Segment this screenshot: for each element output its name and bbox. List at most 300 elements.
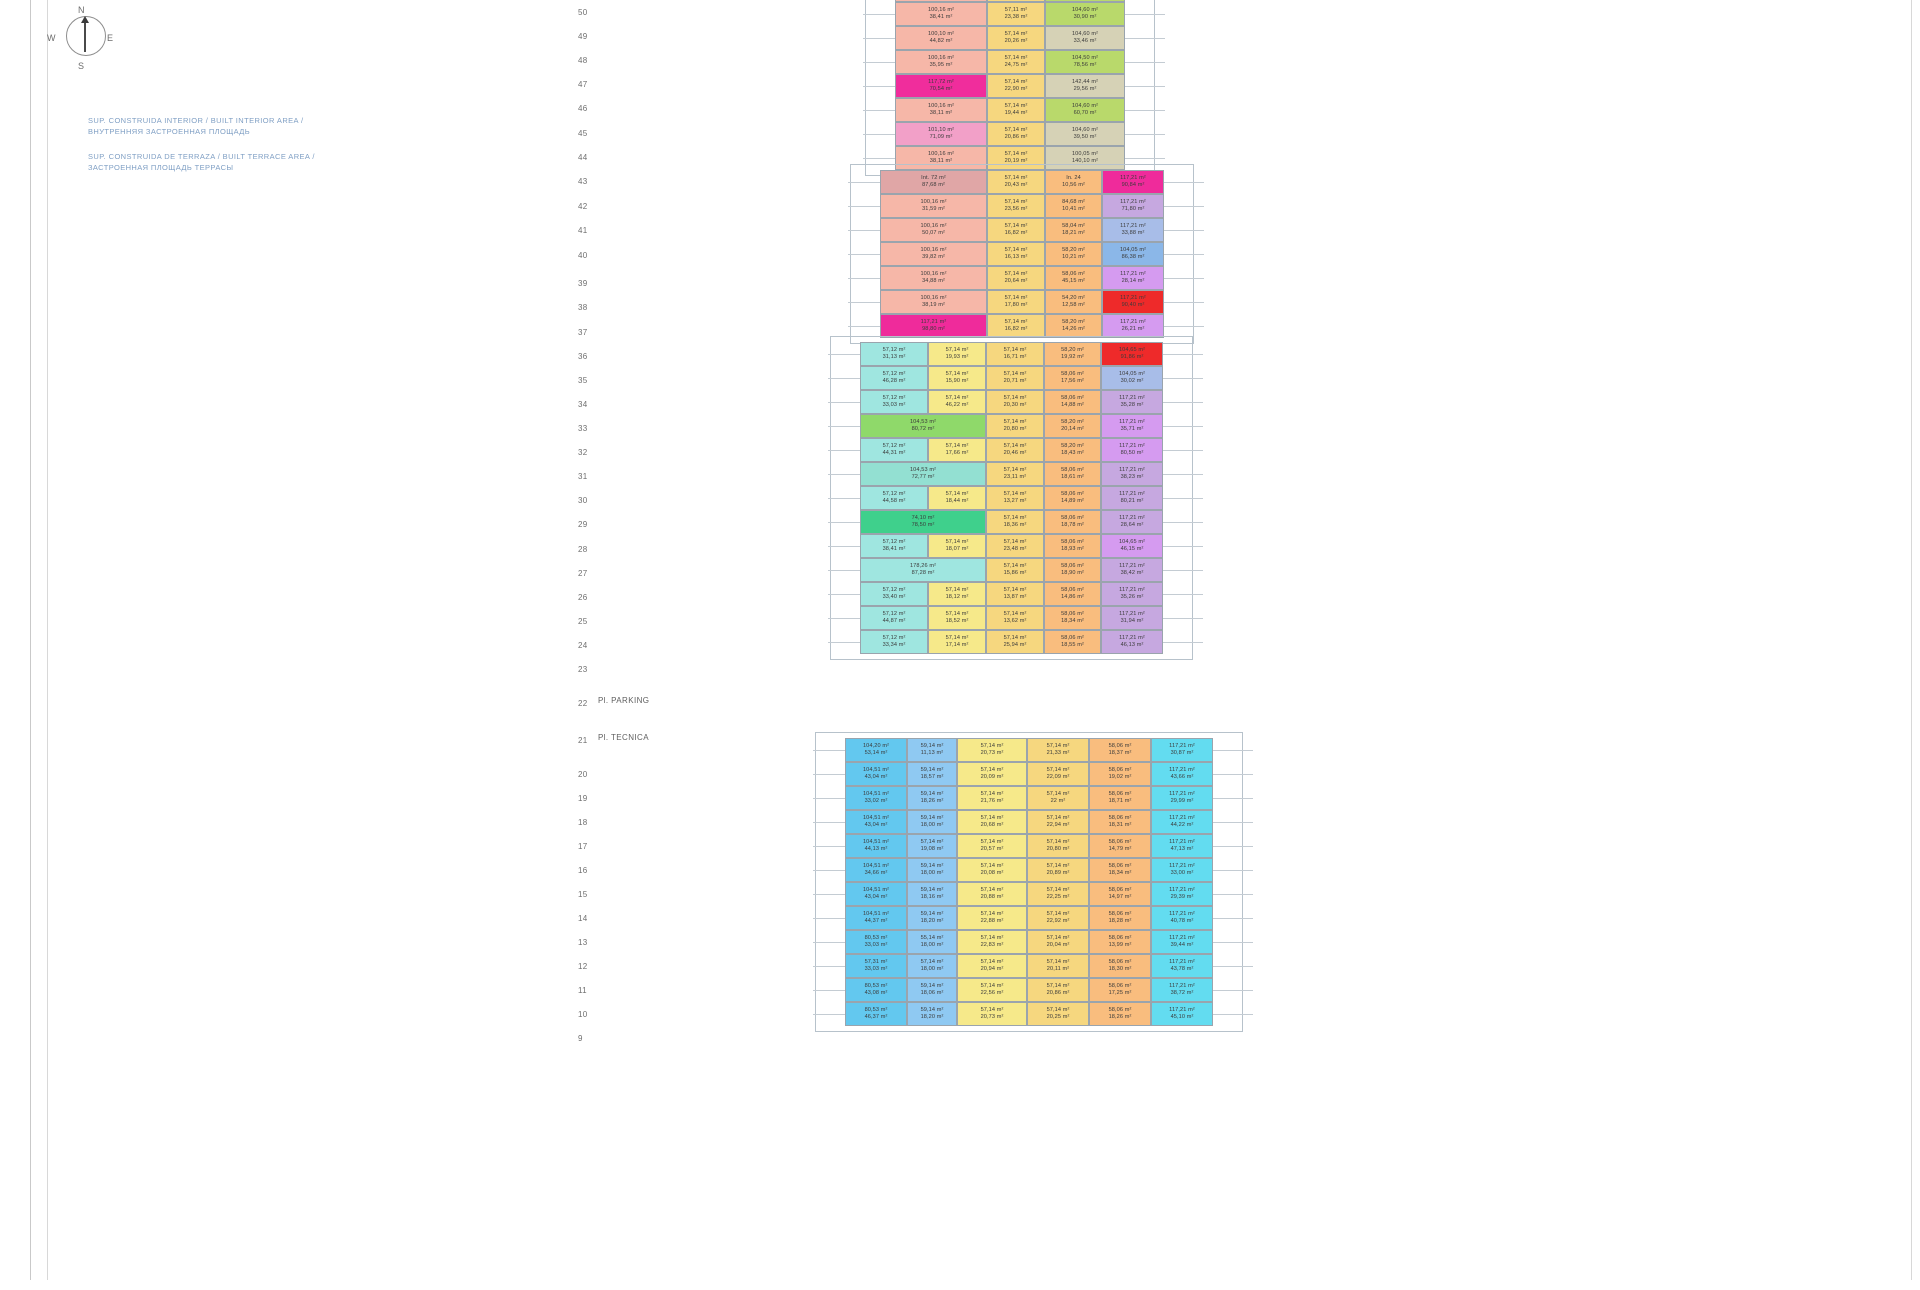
apartment-cell[interactable] — [928, 486, 986, 510]
dimension-guide-line — [1213, 966, 1253, 967]
terrace-area-value: 22 m² — [1050, 798, 1066, 804]
apartment-cell[interactable] — [1151, 834, 1213, 858]
floor-band[interactable] — [860, 582, 1163, 606]
apartment-cell[interactable] — [860, 438, 928, 462]
apartment-cell[interactable] — [928, 390, 986, 414]
apartment-cell[interactable] — [1151, 786, 1213, 810]
interior-area-value: 104,60 m² — [1071, 103, 1099, 110]
floor-band[interactable] — [895, 50, 1125, 74]
apartment-cell[interactable] — [880, 314, 987, 338]
legend-entry-interior-area — [88, 116, 418, 138]
apartment-cell[interactable] — [1027, 978, 1089, 1002]
apartment-cell[interactable] — [1089, 762, 1151, 786]
apartment-cell[interactable] — [860, 582, 928, 606]
apartment-cell[interactable] — [987, 2, 1045, 26]
terrace-area-value: 30,87 m² — [1170, 750, 1194, 756]
apartment-cell[interactable] — [1044, 366, 1101, 390]
apartment-cell[interactable] — [1089, 738, 1151, 762]
apartment-cell[interactable] — [895, 98, 987, 122]
apartment-cell[interactable] — [1045, 242, 1102, 266]
terrace-area-value: 14,89 m² — [1061, 498, 1084, 504]
apartment-cell[interactable] — [1027, 882, 1089, 906]
apartment-cell[interactable] — [895, 74, 987, 98]
apartment-cell[interactable] — [845, 1002, 907, 1026]
apartment-cell[interactable] — [1101, 342, 1163, 366]
apartment-cell[interactable] — [957, 978, 1027, 1002]
apartment-cell[interactable] — [1102, 314, 1164, 338]
apartment-cell[interactable] — [1044, 414, 1101, 438]
floor-band[interactable] — [860, 366, 1163, 390]
apartment-cell[interactable] — [987, 314, 1045, 338]
apartment-cell[interactable] — [957, 954, 1027, 978]
interior-area-value: 57,14 m² — [1003, 467, 1027, 474]
apartment-cell[interactable] — [860, 414, 986, 438]
interior-area-value: 104,51 m² — [862, 815, 890, 822]
apartment-cell[interactable] — [1151, 978, 1213, 1002]
floor-band[interactable] — [845, 978, 1213, 1002]
apartment-cell[interactable] — [1151, 882, 1213, 906]
apartment-cell[interactable] — [986, 534, 1044, 558]
apartment-cell[interactable] — [907, 762, 957, 786]
apartment-cell[interactable] — [907, 930, 957, 954]
apartment-cell[interactable] — [860, 462, 986, 486]
interior-area-value: 104,60 m² — [1071, 31, 1099, 38]
interior-area-value: 58,20 m² — [1061, 443, 1084, 450]
floor-band[interactable] — [880, 194, 1164, 218]
apartment-cell[interactable] — [986, 582, 1044, 606]
apartment-cell[interactable] — [845, 834, 907, 858]
apartment-cell[interactable] — [928, 606, 986, 630]
terrace-area-value: 13,87 m² — [1003, 594, 1027, 600]
terrace-area-value: 19,92 m² — [1061, 354, 1084, 360]
apartment-cell[interactable] — [1045, 2, 1125, 26]
interior-area-value: 117,21 m² — [1169, 935, 1195, 942]
terrace-area-value: 38,11 m² — [929, 158, 953, 164]
apartment-cell[interactable] — [880, 218, 987, 242]
floor-band[interactable] — [880, 290, 1164, 314]
apartment-cell[interactable] — [986, 438, 1044, 462]
apartment-cell[interactable] — [907, 834, 957, 858]
apartment-cell[interactable] — [907, 810, 957, 834]
interior-area-value: 100,16 m² — [920, 223, 947, 230]
floor-band[interactable] — [845, 906, 1213, 930]
apartment-cell[interactable] — [895, 2, 987, 26]
apartment-cell[interactable] — [1044, 582, 1101, 606]
apartment-cell[interactable] — [907, 786, 957, 810]
apartment-cell[interactable] — [986, 366, 1044, 390]
floor-band[interactable] — [860, 414, 1163, 438]
terrace-area-value: 18,16 m² — [920, 894, 944, 900]
apartment-cell[interactable] — [880, 242, 987, 266]
interior-area-value: 57,14 m² — [945, 371, 969, 378]
apartment-cell[interactable] — [987, 50, 1045, 74]
floor-band[interactable] — [860, 558, 1163, 582]
apartment-cell[interactable] — [860, 366, 928, 390]
apartment-cell[interactable] — [1044, 486, 1101, 510]
terrace-area-value: 20,68 m² — [980, 822, 1004, 828]
apartment-cell[interactable] — [845, 738, 907, 762]
apartment-cell[interactable] — [1089, 858, 1151, 882]
apartment-cell[interactable] — [845, 930, 907, 954]
apartment-cell[interactable] — [957, 786, 1027, 810]
interior-area-value: 100,10 m² — [927, 31, 955, 38]
interior-area-value: 57,12 m² — [882, 443, 906, 450]
floor-number-label: 29 — [578, 520, 588, 529]
apartment-cell[interactable] — [957, 858, 1027, 882]
apartment-cell[interactable] — [880, 194, 987, 218]
apartment-cell[interactable] — [1101, 486, 1163, 510]
floor-band[interactable] — [845, 858, 1213, 882]
apartment-cell[interactable] — [1045, 290, 1102, 314]
apartment-cell[interactable] — [860, 558, 986, 582]
apartment-cell[interactable] — [1045, 194, 1102, 218]
apartment-cell[interactable] — [986, 558, 1044, 582]
floor-band[interactable] — [860, 630, 1163, 654]
apartment-cell[interactable] — [1089, 882, 1151, 906]
interior-area-value: 57,14 m² — [1004, 199, 1028, 206]
floor-band[interactable] — [880, 242, 1164, 266]
apartment-cell[interactable] — [860, 510, 986, 534]
apartment-cell[interactable] — [1101, 582, 1163, 606]
apartment-cell[interactable] — [1102, 266, 1164, 290]
apartment-cell[interactable] — [957, 930, 1027, 954]
apartment-cell[interactable] — [1045, 74, 1125, 98]
apartment-cell[interactable] — [1045, 314, 1102, 338]
interior-area-value: 57,14 m² — [945, 347, 969, 354]
floor-band[interactable] — [860, 606, 1163, 630]
terrace-area-value: 98,80 m² — [922, 326, 945, 332]
apartment-cell[interactable] — [1045, 122, 1125, 146]
apartment-cell[interactable] — [907, 906, 957, 930]
interior-area-value: 59,14 m² — [920, 791, 944, 798]
floor-band[interactable] — [845, 738, 1213, 762]
dimension-guide-line — [1125, 38, 1165, 39]
interior-area-value: 57,14 m² — [1004, 103, 1028, 110]
floor-band[interactable] — [860, 534, 1163, 558]
terrace-area-value: 14,97 m² — [1108, 894, 1132, 900]
apartment-cell[interactable] — [860, 606, 928, 630]
floor-band[interactable] — [880, 170, 1164, 194]
apartment-cell[interactable] — [1044, 342, 1101, 366]
interior-area-value: 117,21 m² — [1120, 223, 1146, 230]
floor-band[interactable] — [880, 314, 1164, 338]
floor-band[interactable] — [845, 834, 1213, 858]
apartment-cell[interactable] — [986, 486, 1044, 510]
apartment-cell[interactable] — [845, 978, 907, 1002]
apartment-cell[interactable] — [1101, 414, 1163, 438]
apartment-cell[interactable] — [1044, 390, 1101, 414]
apartment-cell[interactable] — [845, 762, 907, 786]
terrace-area-value: 35,71 m² — [1120, 426, 1144, 432]
floor-band[interactable] — [845, 882, 1213, 906]
dimension-guide-line — [1163, 402, 1203, 403]
apartment-cell[interactable] — [1027, 762, 1089, 786]
apartment-cell[interactable] — [1027, 858, 1089, 882]
apartment-cell[interactable] — [1101, 606, 1163, 630]
apartment-cell[interactable] — [860, 630, 928, 654]
apartment-cell[interactable] — [1102, 242, 1164, 266]
apartment-cell[interactable] — [907, 978, 957, 1002]
apartment-cell[interactable] — [1151, 810, 1213, 834]
terrace-area-value: 22,88 m² — [980, 918, 1004, 924]
dimension-guide-line — [1125, 134, 1165, 135]
apartment-cell[interactable] — [845, 954, 907, 978]
terrace-area-value: 16,13 m² — [1004, 254, 1028, 260]
apartment-cell[interactable] — [1089, 978, 1151, 1002]
terrace-area-value: 20,88 m² — [980, 894, 1004, 900]
apartment-cell[interactable] — [1151, 762, 1213, 786]
terrace-area-value: 38,19 m² — [922, 302, 945, 308]
apartment-cell[interactable] — [986, 390, 1044, 414]
apartment-cell[interactable] — [860, 534, 928, 558]
interior-area-value: 117,72 m² — [928, 79, 954, 86]
apartment-cell[interactable] — [957, 882, 1027, 906]
terrace-area-value: 23,56 m² — [1004, 206, 1028, 212]
apartment-cell[interactable] — [986, 510, 1044, 534]
apartment-cell[interactable] — [1101, 462, 1163, 486]
interior-area-value: 57,14 m² — [1046, 1007, 1070, 1014]
apartment-cell[interactable] — [895, 122, 987, 146]
floor-band[interactable] — [860, 390, 1163, 414]
apartment-cell[interactable] — [987, 290, 1045, 314]
floor-band[interactable] — [845, 786, 1213, 810]
floor-band[interactable] — [845, 1002, 1213, 1026]
interior-area-value: 57,14 m² — [980, 887, 1004, 894]
terrace-area-value: 20,09 m² — [980, 774, 1004, 780]
apartment-cell[interactable] — [1089, 954, 1151, 978]
apartment-cell[interactable] — [1089, 1002, 1151, 1026]
apartment-cell[interactable] — [1101, 630, 1163, 654]
interior-area-value: 57,14 m² — [980, 959, 1004, 966]
interior-area-value: 104,05 m² — [1118, 371, 1146, 378]
terrace-area-value: 18,55 m² — [1061, 642, 1084, 648]
apartment-cell[interactable] — [1027, 906, 1089, 930]
apartment-cell[interactable] — [986, 342, 1044, 366]
apartment-cell[interactable] — [1044, 558, 1101, 582]
apartment-cell[interactable] — [845, 906, 907, 930]
apartment-cell[interactable] — [987, 194, 1045, 218]
apartment-cell[interactable] — [907, 858, 957, 882]
apartment-cell[interactable] — [1151, 858, 1213, 882]
interior-area-value: 57,14 m² — [1046, 911, 1070, 918]
apartment-cell[interactable] — [860, 390, 928, 414]
terrace-area-value: 80,72 m² — [911, 426, 935, 432]
apartment-cell[interactable] — [957, 1002, 1027, 1026]
dimension-guide-line — [848, 302, 880, 303]
apartment-cell[interactable] — [1101, 366, 1163, 390]
floor-band[interactable] — [880, 218, 1164, 242]
interior-area-value: 57,14 m² — [920, 959, 944, 966]
apartment-cell[interactable] — [1044, 438, 1101, 462]
floor-band[interactable] — [860, 438, 1163, 462]
floor-band[interactable] — [845, 810, 1213, 834]
interior-area-value: 104,60 m² — [1071, 7, 1099, 14]
terrace-area-value: 31,94 m² — [1120, 618, 1144, 624]
apartment-cell[interactable] — [1101, 390, 1163, 414]
interior-area-value: 59,14 m² — [920, 767, 944, 774]
interior-area-value: 57,14 m² — [945, 395, 969, 402]
apartment-cell[interactable] — [987, 266, 1045, 290]
interior-area-value: 57,11 m² — [1004, 7, 1028, 14]
terrace-area-value: 18,31 m² — [1108, 822, 1132, 828]
apartment-cell[interactable] — [1027, 786, 1089, 810]
interior-area-value: 104,53 m² — [909, 419, 937, 426]
terrace-area-value: 29,56 m² — [1073, 86, 1097, 92]
apartment-cell[interactable] — [1027, 738, 1089, 762]
apartment-cell[interactable] — [1151, 954, 1213, 978]
apartment-cell[interactable] — [1102, 170, 1164, 194]
apartment-cell[interactable] — [957, 834, 1027, 858]
apartment-cell[interactable] — [1045, 218, 1102, 242]
apartment-cell[interactable] — [1089, 906, 1151, 930]
dimension-guide-line — [1164, 278, 1204, 279]
apartment-cell[interactable] — [1101, 510, 1163, 534]
floor-band[interactable] — [845, 954, 1213, 978]
apartment-cell[interactable] — [1044, 510, 1101, 534]
apartment-cell[interactable] — [1151, 930, 1213, 954]
apartment-cell[interactable] — [1089, 930, 1151, 954]
interior-area-value: 117,21 m² — [1169, 791, 1195, 798]
apartment-cell[interactable] — [957, 810, 1027, 834]
interior-area-value: 104,65 m² — [1118, 347, 1146, 354]
apartment-cell[interactable] — [1045, 170, 1102, 194]
apartment-cell[interactable] — [1044, 534, 1101, 558]
floor-band[interactable] — [895, 74, 1125, 98]
floor-band[interactable] — [895, 122, 1125, 146]
apartment-cell[interactable] — [895, 50, 987, 74]
apartment-cell[interactable] — [1027, 834, 1089, 858]
apartment-cell[interactable] — [907, 738, 957, 762]
floor-band[interactable] — [845, 762, 1213, 786]
apartment-cell[interactable] — [1045, 266, 1102, 290]
interior-area-value: 57,14 m² — [1003, 443, 1027, 450]
interior-area-value: 57,14 m² — [980, 839, 1004, 846]
apartment-cell[interactable] — [986, 414, 1044, 438]
floor-band[interactable] — [895, 98, 1125, 122]
apartment-cell[interactable] — [928, 630, 986, 654]
apartment-cell[interactable] — [845, 858, 907, 882]
floor-band[interactable] — [860, 510, 1163, 534]
floor-number-label: 16 — [578, 866, 588, 875]
compass-west-label: W — [47, 33, 56, 43]
apartment-cell[interactable] — [1045, 26, 1125, 50]
apartment-cell[interactable] — [987, 74, 1045, 98]
apartment-cell[interactable] — [1151, 906, 1213, 930]
apartment-cell[interactable] — [1027, 810, 1089, 834]
apartment-cell[interactable] — [1151, 738, 1213, 762]
interior-area-value: 100,16 m² — [920, 247, 947, 254]
apartment-cell[interactable] — [1151, 1002, 1213, 1026]
apartment-cell[interactable] — [860, 486, 928, 510]
apartment-cell[interactable] — [986, 606, 1044, 630]
compass-east-label: E — [107, 33, 114, 43]
apartment-cell[interactable] — [880, 266, 987, 290]
apartment-cell[interactable] — [1101, 558, 1163, 582]
apartment-cell[interactable] — [1044, 630, 1101, 654]
apartment-cell[interactable] — [928, 582, 986, 606]
floor-band[interactable] — [895, 26, 1125, 50]
floor-number-label: 30 — [578, 496, 588, 505]
apartment-cell[interactable] — [957, 762, 1027, 786]
dimension-guide-line — [813, 798, 845, 799]
apartment-cell[interactable] — [987, 98, 1045, 122]
apartment-cell[interactable] — [987, 170, 1045, 194]
dimension-guide-line — [813, 894, 845, 895]
terrace-area-value: 46,22 m² — [945, 402, 969, 408]
apartment-cell[interactable] — [880, 290, 987, 314]
apartment-cell[interactable] — [1089, 810, 1151, 834]
terrace-area-value: 35,95 m² — [929, 62, 953, 68]
apartment-cell[interactable] — [845, 786, 907, 810]
apartment-cell[interactable] — [895, 26, 987, 50]
apartment-cell[interactable] — [928, 534, 986, 558]
apartment-cell[interactable] — [987, 242, 1045, 266]
apartment-cell[interactable] — [880, 170, 987, 194]
terrace-area-value: 18,20 m² — [920, 1014, 944, 1020]
apartment-cell[interactable] — [928, 438, 986, 462]
apartment-cell[interactable] — [957, 738, 1027, 762]
apartment-cell[interactable] — [1027, 954, 1089, 978]
floor-band[interactable] — [860, 342, 1163, 366]
apartment-cell[interactable] — [1045, 98, 1125, 122]
apartment-cell[interactable] — [986, 630, 1044, 654]
apartment-cell[interactable] — [1102, 218, 1164, 242]
apartment-cell[interactable] — [1102, 194, 1164, 218]
apartment-cell[interactable] — [1027, 1002, 1089, 1026]
apartment-cell[interactable] — [1089, 834, 1151, 858]
apartment-cell[interactable] — [1044, 606, 1101, 630]
apartment-cell[interactable] — [987, 26, 1045, 50]
apartment-cell[interactable] — [845, 810, 907, 834]
floor-band[interactable] — [880, 266, 1164, 290]
apartment-cell[interactable] — [986, 462, 1044, 486]
apartment-cell[interactable] — [907, 954, 957, 978]
apartment-cell[interactable] — [845, 882, 907, 906]
dimension-guide-line — [813, 750, 845, 751]
terrace-area-value: 16,71 m² — [1003, 354, 1027, 360]
apartment-cell[interactable] — [957, 906, 1027, 930]
floor-number-label: 37 — [578, 328, 588, 337]
floor-band[interactable] — [860, 462, 1163, 486]
apartment-cell[interactable] — [1101, 534, 1163, 558]
apartment-cell[interactable] — [907, 1002, 957, 1026]
apartment-cell[interactable] — [987, 122, 1045, 146]
apartment-cell[interactable] — [860, 342, 928, 366]
apartment-cell[interactable] — [928, 366, 986, 390]
apartment-cell[interactable] — [1101, 438, 1163, 462]
terrace-area-value: 14,86 m² — [1061, 594, 1084, 600]
floor-band[interactable] — [845, 930, 1213, 954]
interior-area-value: 57,14 m² — [1046, 815, 1070, 822]
apartment-cell[interactable] — [1044, 462, 1101, 486]
floor-band[interactable] — [895, 2, 1125, 26]
terrace-area-value: 10,56 m² — [1062, 182, 1085, 188]
floor-band[interactable] — [860, 486, 1163, 510]
interior-area-value: 57,12 m² — [882, 587, 906, 594]
apartment-cell[interactable] — [1089, 786, 1151, 810]
apartment-cell[interactable] — [1027, 930, 1089, 954]
apartment-cell[interactable] — [1045, 50, 1125, 74]
apartment-cell[interactable] — [907, 882, 957, 906]
apartment-cell[interactable] — [928, 342, 986, 366]
apartment-cell[interactable] — [1102, 290, 1164, 314]
apartment-cell[interactable] — [987, 218, 1045, 242]
terrace-area-value: 17,14 m² — [945, 642, 969, 648]
interior-area-value: 100,16 m² — [920, 271, 947, 278]
dimension-guide-line — [863, 14, 895, 15]
terrace-area-value: 44,13 m² — [864, 846, 888, 852]
terrace-area-value: 140,10 m² — [1071, 158, 1099, 164]
